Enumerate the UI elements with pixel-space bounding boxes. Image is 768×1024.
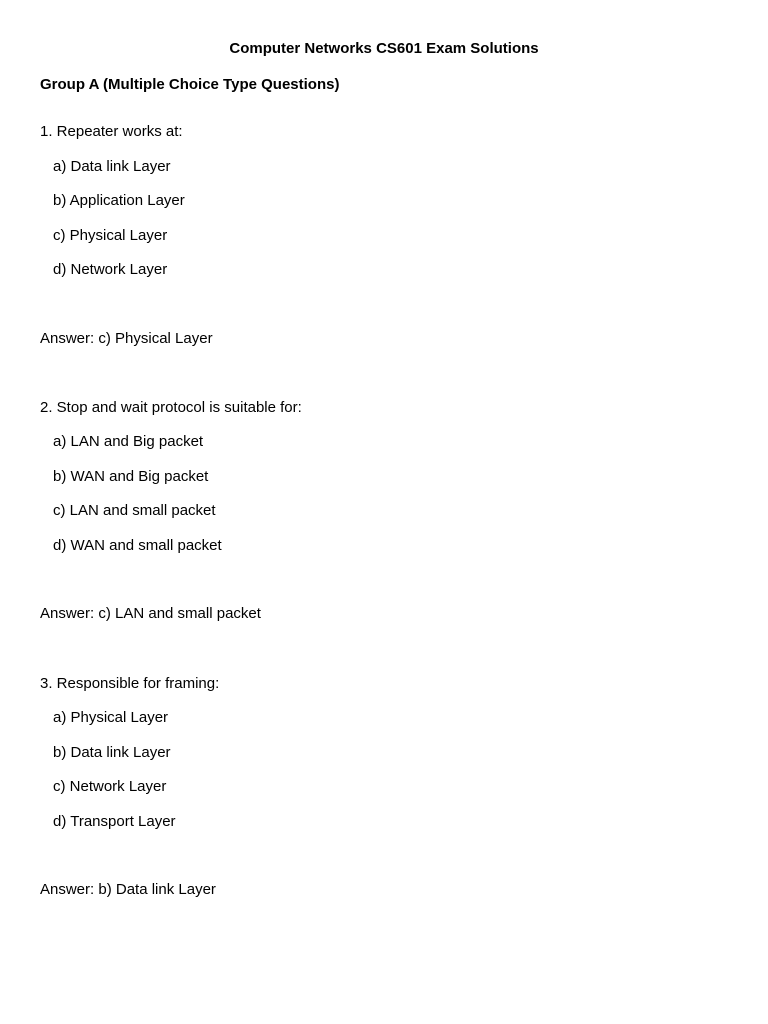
answer-option: b) Data link Layer — [53, 744, 171, 761]
answer-option: c) Network Layer — [53, 778, 167, 795]
answer-line: Answer: b) Data link Layer — [40, 881, 216, 898]
answer-option: a) Data link Layer — [53, 158, 171, 175]
answer-option: d) WAN and small packet — [53, 537, 222, 554]
document-title: Computer Networks CS601 Exam Solutions — [229, 40, 539, 57]
answer-option: c) LAN and small packet — [53, 502, 216, 519]
group-heading: Group A (Multiple Choice Type Questions) — [40, 76, 340, 93]
answer-option: a) Physical Layer — [53, 709, 169, 726]
answer-line: Answer: c) LAN and small packet — [40, 605, 261, 622]
answer-option: a) LAN and Big packet — [53, 433, 204, 450]
answer-line: Answer: c) Physical Layer — [40, 330, 213, 347]
answer-option: b) WAN and Big packet — [53, 468, 209, 485]
question-prompt: 2. Stop and wait protocol is suitable for: — [40, 399, 302, 416]
answer-option: c) Physical Layer — [53, 227, 168, 244]
answer-option: d) Transport Layer — [53, 813, 176, 830]
answer-option: b) Application Layer — [53, 192, 185, 209]
question-prompt: 3. Responsible for framing: — [40, 675, 220, 692]
question-prompt: 1. Repeater works at: — [40, 123, 183, 140]
answer-option: d) Network Layer — [53, 261, 168, 278]
